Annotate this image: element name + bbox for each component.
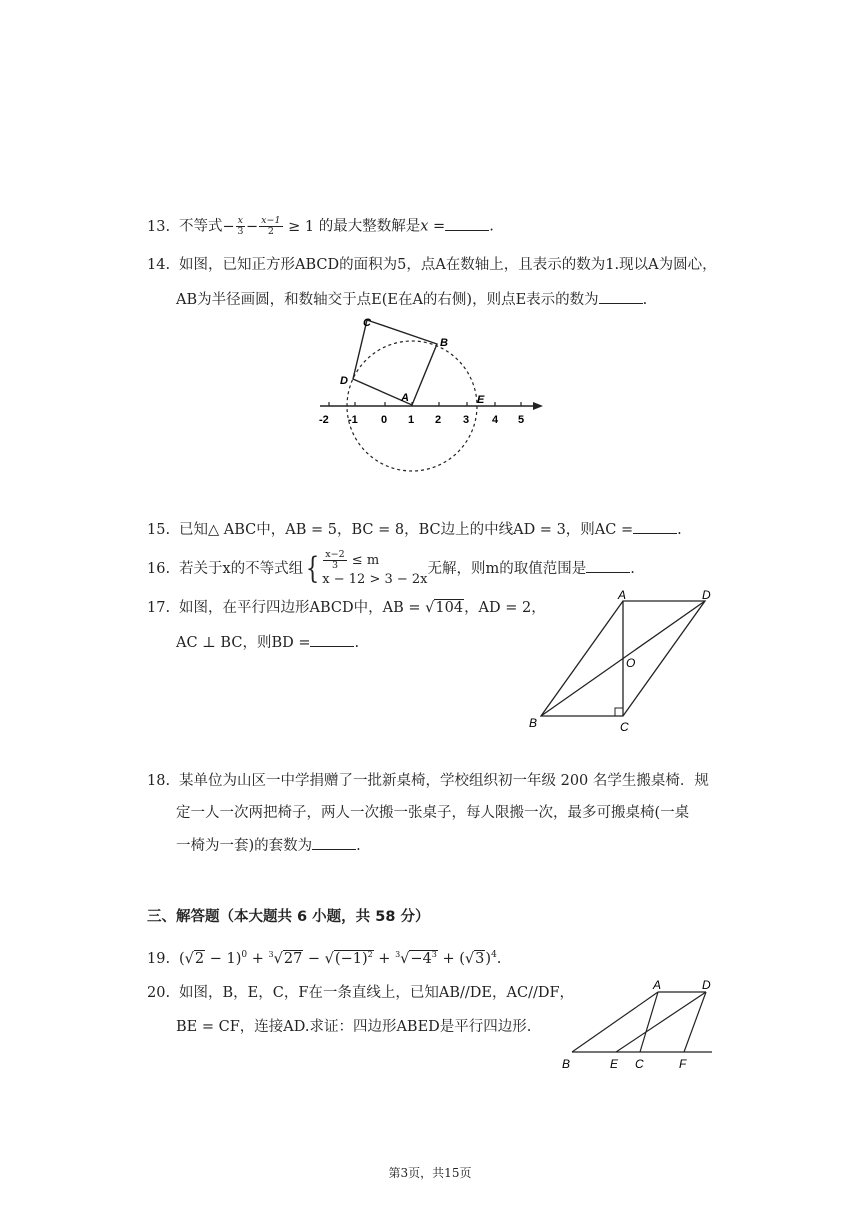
question-number: 16. xyxy=(147,561,171,577)
arrow-head xyxy=(533,402,543,410)
label-A: A xyxy=(618,588,627,602)
answer-blank[interactable] xyxy=(586,559,630,573)
question-text: 如图，在平行四边形ABCD中，AB = xyxy=(179,600,421,616)
label-A: A xyxy=(401,392,409,404)
question-text: 定一人一次两把椅子，两人一次搬一张桌子，每人限搬一次，最多可搬桌椅(一桌 xyxy=(176,805,690,821)
question-16: 16. 若关于x的不等式组{ $\frac{x-2}{3}$ ≤ m x − 12 > 3 − 2x 无解，则m的取值范围是 . xyxy=(147,549,635,587)
label-B: B xyxy=(562,1057,571,1071)
question-text: 无解，则m的取值范围是 xyxy=(427,561,587,577)
answer-blank[interactable] xyxy=(445,217,489,231)
figure-parallelogram-17 xyxy=(525,585,725,735)
question-17: 17. 如图，在平行四边形ABCD中，AB = √104，AD = 2， xyxy=(147,600,546,616)
segment-DE xyxy=(616,992,706,1052)
label-D: D xyxy=(702,588,711,602)
square-ABCD xyxy=(353,320,437,405)
question-number: 20. xyxy=(147,985,171,1001)
section-heading: 三、解答题（本大题共 6 小题，共 58 分） xyxy=(147,909,430,925)
question-number: 13. xyxy=(147,218,171,235)
label-A: A xyxy=(653,978,662,992)
question-20 xyxy=(147,983,574,1003)
question-text: 某单位为山区一中学捐赠了一批新桌椅，学校组织初一年级 200 名学生搬桌椅．规 xyxy=(179,773,709,789)
svg-text:0: 0 xyxy=(381,414,388,426)
svg-text:4: 4 xyxy=(492,414,499,426)
question-17-line2: AC ⊥ BC，则BD = . xyxy=(176,635,360,651)
question-text: AB为半径画圆，和数轴交于点E(E在A的右侧)，则点E表示的数为 xyxy=(176,292,599,308)
page-footer: 第3页，共15页 xyxy=(388,1166,472,1180)
question-number: 17. xyxy=(147,600,171,616)
label-C: C xyxy=(635,1057,644,1071)
figure-square-number-line xyxy=(315,312,545,482)
question-18-line3: 一椅为一套)的套数为 . xyxy=(176,838,361,854)
brace: { xyxy=(306,551,320,586)
math-expression: − $\frac{x}{3}$ − $\frac{x-1}{2}$ ≥ 1 xyxy=(222,215,319,237)
segment-AB xyxy=(572,992,658,1052)
question-14 xyxy=(147,255,717,275)
label-E: E xyxy=(477,394,485,406)
question-19 xyxy=(147,945,501,969)
figure-20 xyxy=(556,972,726,1072)
equals-sign: = xyxy=(428,218,446,235)
svg-text:5: 5 xyxy=(518,414,525,426)
question-text: 不等式 xyxy=(179,218,223,235)
question-14-line2: AB为半径画圆，和数轴交于点E(E在A的右侧)，则点E表示的数为 . xyxy=(176,292,648,308)
sqrt-value: 104 xyxy=(435,600,464,616)
inequality-system: $\frac{x-2}{3}$ ≤ m x − 12 > 3 − 2x xyxy=(322,549,428,587)
question-text: 已知△ ABC中，AB = 5，BC = 8，BC边上的中线AD = 3，则AC = xyxy=(179,522,634,538)
label-B: B xyxy=(529,716,538,730)
question-number: 19. xyxy=(147,950,171,967)
segment-AC xyxy=(640,992,658,1052)
question-text: AC ⊥ BC，则BD = xyxy=(176,635,311,651)
question-text: 若关于x的不等式组 xyxy=(179,561,304,577)
question-text: 如图，B，E，C，F在一条直线上，已知AB//DE，AC//DF， xyxy=(179,985,575,1001)
label-F: F xyxy=(679,1057,687,1071)
question-18-line2 xyxy=(176,803,689,823)
tick-labels xyxy=(319,414,524,426)
question-text: 的最大整数解是 xyxy=(318,218,421,235)
svg-text:3: 3 xyxy=(463,414,470,426)
label-C: C xyxy=(620,720,629,734)
answer-blank[interactable] xyxy=(599,290,643,304)
label-C: C xyxy=(363,317,371,329)
question-15: 15. 已知△ ABC中，AB = 5，BC = 8，BC边上的中线AD = 3，则AC = . xyxy=(147,522,682,538)
svg-text:-2: -2 xyxy=(319,414,329,426)
answer-blank[interactable] xyxy=(310,633,354,647)
question-13: 13. 不等式− $\frac{x}{3}$ − $\frac{x-1}{2}$ ≥ 1 的最大整数解是x = . xyxy=(147,215,494,237)
question-number: 14. xyxy=(147,257,171,273)
right-angle-mark xyxy=(615,708,623,716)
label-E: E xyxy=(610,1057,619,1071)
svg-text:2: 2 xyxy=(435,414,442,426)
question-text: 一椅为一套)的套数为 xyxy=(176,838,313,854)
label-O: O xyxy=(626,656,636,670)
answer-blank[interactable] xyxy=(312,836,356,850)
question-text: ，AD = 2， xyxy=(464,600,546,616)
math-expression: $(√2 - 1)^0 + ^3√27 - √(-1)^2 + ^3√-4^3 + (√3)^4$. xyxy=(179,950,502,967)
answer-blank[interactable] xyxy=(633,520,677,534)
svg-text:1: 1 xyxy=(408,414,415,426)
question-text: BE = CF，连接AD.求证：四边形ABED是平行四边形. xyxy=(176,1019,532,1035)
question-20-line2 xyxy=(176,1017,531,1037)
label-D: D xyxy=(340,375,348,387)
question-text: 如图，已知正方形ABCD的面积为5，点A在数轴上，且表示的数为1.现以A为圆心， xyxy=(179,257,717,273)
svg-text:-1: -1 xyxy=(348,414,358,426)
question-number: 15. xyxy=(147,522,171,538)
segment-DF xyxy=(684,992,706,1052)
question-18 xyxy=(147,771,709,791)
variable: x xyxy=(420,218,429,235)
question-number: 18. xyxy=(147,773,171,789)
label-D: D xyxy=(702,978,711,992)
label-B: B xyxy=(440,337,448,349)
